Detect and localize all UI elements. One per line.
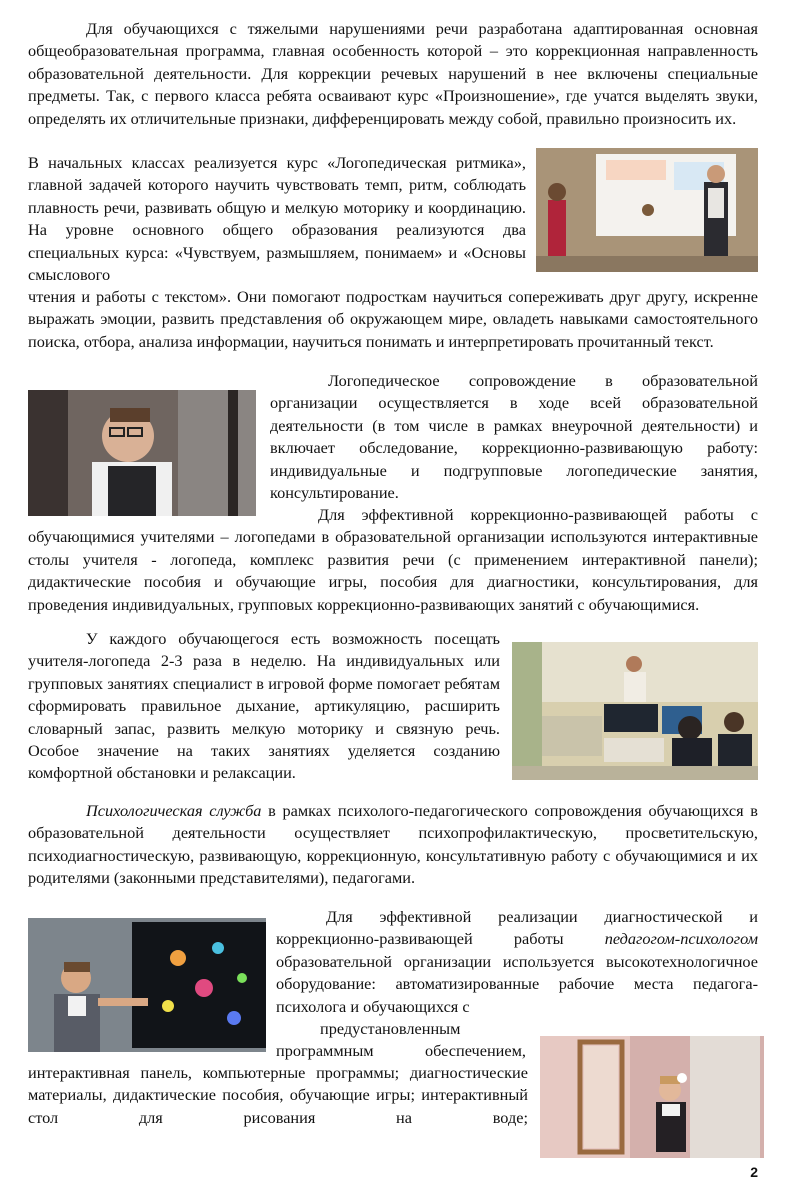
paragraph-courses-wrapped: В начальных классах реализуется курс «Логопедическая ритмика», главной задачей которого научить чувствовать темп, ритм, соблюдать плавность речи, развивать общую и мелкую моторику и координацию. На уровне основного общего образования реализуются два специальных курса: «Чувствуем, размышляем, понимаем» и «Основы смыслового: [28, 153, 526, 285]
psych-service-term: Психологическая служба: [86, 801, 262, 820]
paragraph-visits: У каждого обучающегося есть возможность посещать учителя-логопеда 2-3 раза в неделю. На индивидуальных или групповых занятиях специалист в игровой форме помогает ребятам сформировать правильное дыхание, артикуляцию, расширить словарный запас, развить мелкую моторику и связную речь. Особое значение на таких занятиях уделяется созданию комфортной обстановки и релаксации.: [28, 629, 500, 783]
photo-speech-classroom: [512, 642, 758, 780]
paragraph-psych-equipment-end: интерактивная панель, компьютерные программы; диагностические материалы, дидактические пособия, обучающие игры; интерактивный стол для рисования на воде;: [28, 1063, 528, 1127]
paragraph-psych-equipment: Для эффективной реализации диагностической и коррекционно-развивающей работы педагогом-психологом образовательной организации используется высокотехнологичное оборудование: автоматизированные рабочие места педагога-психолога и обучающихся с: [276, 907, 758, 1016]
page-number: 2: [750, 1164, 758, 1180]
paragraph-psych-equipment-line: предустановленным: [320, 1019, 461, 1038]
psychologist-term: педагогом-психологом: [604, 929, 758, 949]
photo-boy-interactive-panel: [28, 918, 266, 1052]
paragraph-speech-support: Логопедическое сопровождение в образовательной организации осуществляется в ходе всей образовательной деятельности (в том числе в рамках внеурочной деятельности) и включает обследование, коррекционно-развивающую работу: индивидуальные и подгрупповые логопедические занятия, консультирование.: [270, 371, 758, 503]
photo-girl-light-panel: [540, 1036, 764, 1158]
paragraph-psych-equipment-line2: программным обеспечением,: [276, 1041, 526, 1060]
photo-speech-lesson-board: [536, 148, 758, 272]
paragraph-psych-service: Психологическая служба в рамках психолого-педагогического сопровождения обучающихся в образовательной деятельности осуществляет психопрофилактическую, просветительскую, психодиагностическую, развивающую, коррекционную, консультативную работу с обучающимися и их родителями (законными представителями), педагогами.: [28, 801, 758, 888]
paragraph-intro: Для обучающихся с тяжелыми нарушениями речи разработана адаптированная основная общеобразовательная программа, главная особенность которой – это коррекционная направленность образовательной деятельности. Для коррекции речевых нарушений в нее включены специальные предметы. Так, с первого класса ребята осваивают курс «Произношение», где учатся выделять звуки, определять их отличительные признаки, дифференцировать между собой, правильно произносить их.: [28, 19, 758, 128]
paragraph-courses-full: чтения и работы с текстом». Они помогают подросткам научиться сопереживать друг другу, искренне выражать эмоции, развить представления об окружающем мире, овладеть навыками самостоятельного поиска, отбора, анализа информации, научиться понимать и интерпретировать прочитанный текст.: [28, 287, 758, 351]
paragraph-equipment: Для эффективной коррекционно-развивающей работы с обучающимися учителями – логопедами в образовательной организации используются интерактивные столы учителя - логопеда, комплекс развития речи (с применением интерактивной панели); дидактические пособия и обучающие игры, пособия для диагностики, консультирования, для проведения индивидуальных, групповых коррекционно-развивающих занятий с обучающимися.: [28, 505, 758, 614]
photo-boy-speech-therapy: [28, 390, 256, 516]
